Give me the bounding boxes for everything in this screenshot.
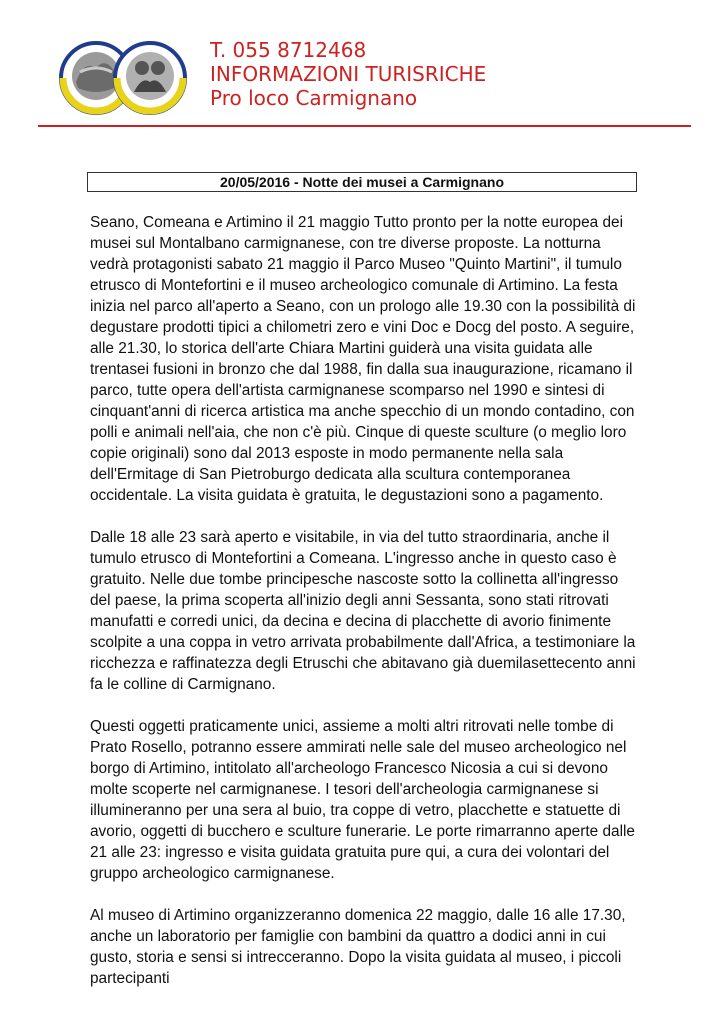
article-paragraph: Questi oggetti praticamente unici, assieme a molti altri ritrovati nelle tombe di Prato Rosello, potranno essere ammirati nelle sale del museo archeologico nel borgo di Artimino, intitolato all'archeologo Francesco Nicosia a cui si devono molte scoperte nel carmignanese. I tesori dell'archeologia carmignanese si illumineranno per una sera al buio, tra coppe di vetro, placchette e statuette di avorio, oggetti di bucchero e sculture funerarie. Le porte rimarranno aperte dalle 21 alle 23: ingresso e visita guidata gratuita pure qui, a cura dei volontari del gruppo archeologico carmignanese. — [90, 718, 635, 882]
header-divider — [38, 125, 691, 127]
article-body — [90, 212, 640, 1010]
article-paragraph: Dalle 18 alle 23 sarà aperto e visitabile, in via del tutto straordinaria, anche il tumulo etrusco di Montefortini a Comeana. L'ingresso anche in questo caso è gratuito. Nelle due tombe principesche nascoste sotto la collinetta all'ingresso del paese, la prima scoperta all'inizio degli anni Sessanta, sono stati ritrovati manufatti e corredi unici, da decina e decina di placchette di avorio finimente scolpite a una coppa in vetro arrivata probabilmente dall'Africa, a testimoniare la ricchezza e raffinatezza degli Etruschi che abitavano già duemilasettecento anni fa le colline di Carmignano. — [90, 529, 636, 693]
org-name: Pro loco Carmignano — [210, 86, 418, 110]
article-title: 20/05/2016 - Notte dei musei a Carmignano — [87, 172, 637, 192]
phone-number: T. 055 8712468 — [210, 38, 367, 62]
info-line: INFORMAZIONI TURISRICHE — [210, 62, 487, 86]
article-paragraph: Seano, Comeana e Artimino il 21 maggio Tutto pronto per la notte europea dei musei sul Montalbano carmignanese, con tre diverse proposte. La notturna vedrà protagonisti sabato 21 maggio il Parco Museo "Quinto Martini", il tumulo etrusco di Montefortini e il museo archeologico comunale di Artimino. La festa inizia nel parco all'aperto a Seano, con un prologo alle 19.30 con la possibilità di degustare prodotti tipici a chilometri zero e vini Doc e Docg del posto. A seguire, alle 21.30, lo storica dell'arte Chiara Martini guiderà una visita guidata alle trentasei fusioni in bronzo che dal 1988, fin dalla sua inaugurazione, ricamano il parco, tutte opera dell'artista carmignanese scomparso nel 1990 e sintesi di cinquant'anni di ricerca artistica ma anche specchio di un mondo contadino, con polli e animali nell'aia, che non c'è più. Cinque di queste sculture (o meglio loro copie originali) sono dal 2013 esposte in modo permanente nella sala dell'Ermitage di San Pietroburgo dedicata alla scultura contemporanea occidentale. La visita guidata è gratuita, le degustazioni sono a pagamento. — [90, 214, 636, 504]
contact-block — [210, 38, 486, 110]
article-paragraph: Al museo di Artimino organizzeranno domenica 22 maggio, dalle 16 alle 17.30, anche un laboratorio per famiglie con bambini da quattro a dodici anni in cui gusto, storia e sensi si intrecceranno. Dopo la visita guidata al museo, i piccoli partecipanti — [90, 907, 626, 987]
pro-loco-logo — [58, 38, 188, 118]
